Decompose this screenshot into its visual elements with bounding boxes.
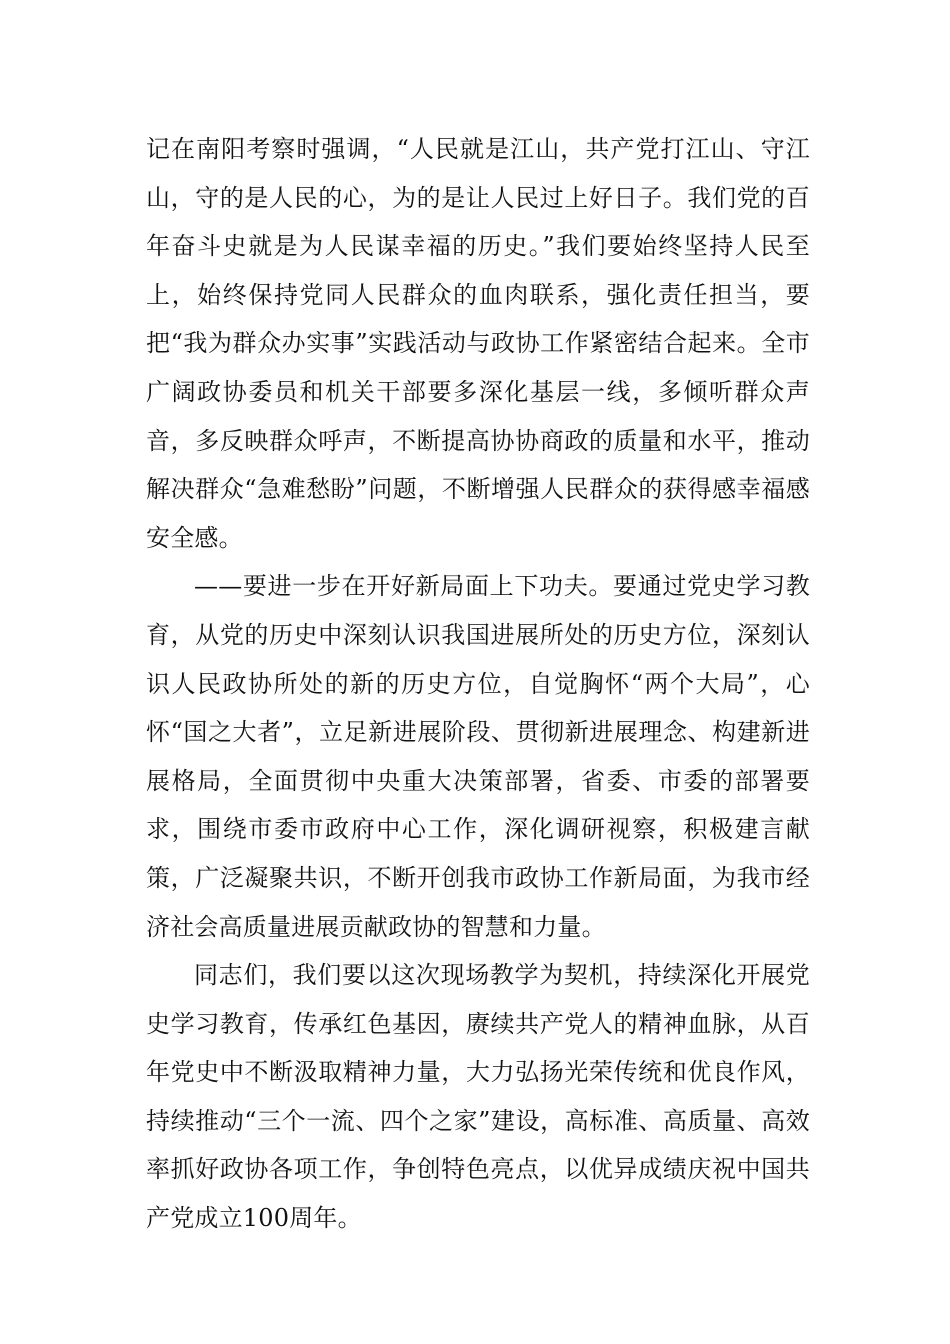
- paragraph-new-situation: ——要进一步在开好新局面上下功夫。要通过党史学习教育，从党的历史中深刻认识我国进展所处的历史方位，深刻认识人民政协所处的新的历史方位，自觉胸怀“两个大局”，心怀“国之大者”，立足新进展阶段、贯彻新进展理念、构建新进展格局，全面贯彻中央重大决策部署，省委、市委的部署要求，围绕市委市政府中心工作，深化调研视察，积极建言献策，广泛凝聚共识，不断开创我市政协工作新局面，为我市经济社会高质量进展贡献政协的智慧和力量。: [146, 572, 810, 941]
- paragraph-continued: 记在南阳考察时强调，“人民就是江山，共产党打江山、守江山，守的是人民的心，为的是让人民过上好日子。我们党的百年奋斗史就是为人民谋幸福的历史。”我们要始终坚持人民至上，始终保持党同人民群众的血肉联系，强化责任担当，要把“我为群众办实事”实践活动与政协工作紧密结合起来。全市广阔政协委员和机关干部要多深化基层一线，多倾听群众声音，多反映群众呼声，不断提高协协商政的质量和水平，推动解决群众“急难愁盼”问题，不断增强人民群众的获得感幸福感安全感。: [146, 135, 810, 552]
- document-body: [146, 125, 810, 1243]
- paragraph-closing: 同志们，我们要以这次现场教学为契机，持续深化开展党史学习教育，传承红色基因，赓续共产党人的精神血脉，从百年党史中不断汲取精神力量，大力弘扬光荣传统和优良作风，持续推动“三个一流、四个之家”建设，高标准、高质量、高效率抓好政协各项工作，争创特色亮点，以优异成绩庆祝中国共产党成立100周年。: [146, 961, 810, 1233]
